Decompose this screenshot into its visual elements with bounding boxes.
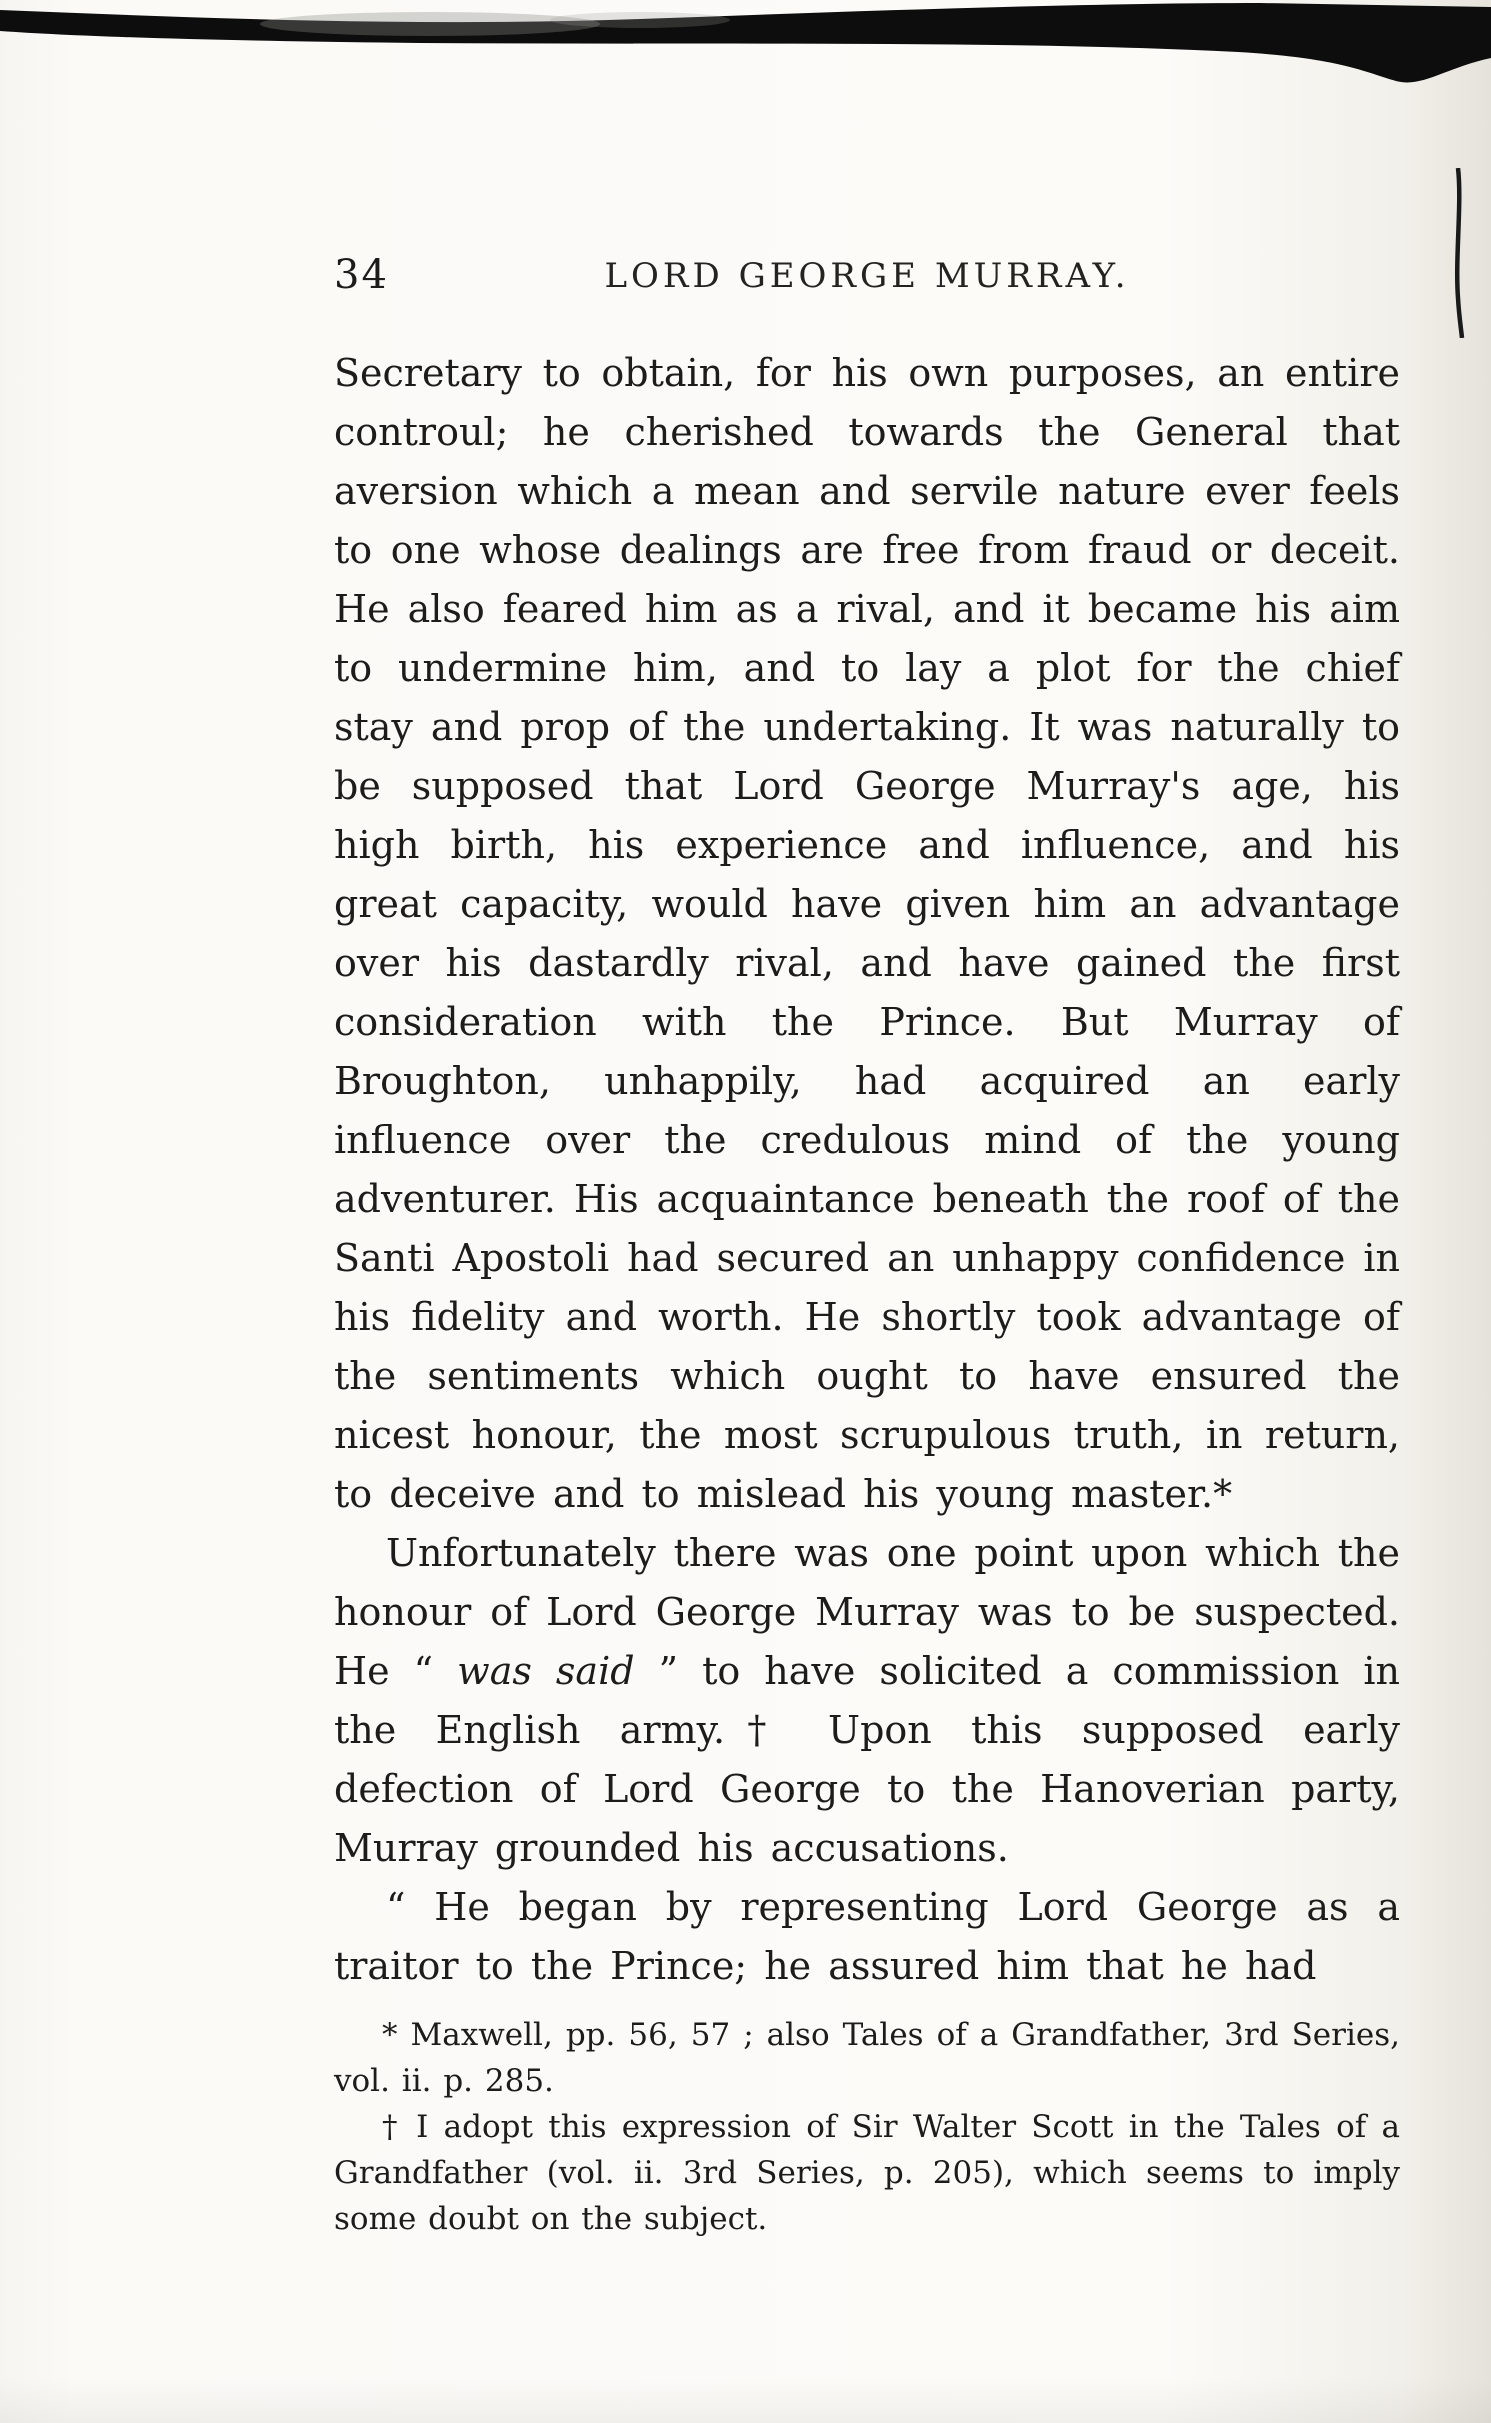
footnotes	[334, 2012, 1400, 2242]
page-body	[334, 344, 1400, 1996]
footnote: † I adopt this expression of Sir Walter Scott in the Tales of a Grandfather (vol. ii. 3rd Series, p. 205), which seems to imply some doubt on the subject.	[334, 2109, 1400, 2237]
body-text: “ He began by representing Lord George as a traitor to the Prince; he assured him that he had	[334, 1885, 1400, 1988]
body-text: ” to have solicited a commission in the English army.† Upon this supposed early defection of Lord George to the Hanoverian party, Murray grounded his accusations.	[334, 1649, 1400, 1870]
footnote: * Maxwell, pp. 56, 57 ; also Tales of a Grandfather, 3rd Series, vol. ii. p. 285.	[334, 2017, 1400, 2099]
scan-edge-band	[0, 0, 1491, 100]
body-text: Secretary to obtain, for his own purposes, an entire controul; he cherished towards the General that aversion which a mean and servile nature ever feels to one whose dealings are free from fraud or deceit. He also feared him as a rival, and it became his aim to undermine him, and to lay a plot for the chief stay and prop of the undertaking. It was naturally to be supposed that Lord George Murray's age, his high birth, his experience and influence, and his great capacity, would have given him an advantage over his dastardly rival, and have gained the first consideration with the Prince. But Murray of Broughton, unhappily, had acquired an early influence over the credulous mind of the young adventurer. His acquaintance beneath the roof of the Santi Apostoli had secured an unhappy confidence in his fidelity and worth. He shortly took advantage of the sentiments which ought to have ensured the nicest honour, the most scrupulous truth, in return, to deceive and to mislead his young master.*	[334, 351, 1400, 1516]
text-column	[334, 344, 1400, 2242]
page-number: 34	[334, 252, 389, 298]
italic-text: was said	[457, 1649, 635, 1693]
paragraph	[334, 1878, 1400, 1996]
body-text: Unfortunately there was one point upon which the honour of Lord George Murray was to be suspected. He “	[334, 1531, 1400, 1693]
running-header: LORD GEORGE MURRAY.	[604, 256, 1130, 296]
page-header	[334, 252, 1400, 304]
paragraph	[334, 344, 1400, 1524]
paragraph	[334, 1524, 1400, 1878]
scan-mark	[1452, 168, 1466, 338]
